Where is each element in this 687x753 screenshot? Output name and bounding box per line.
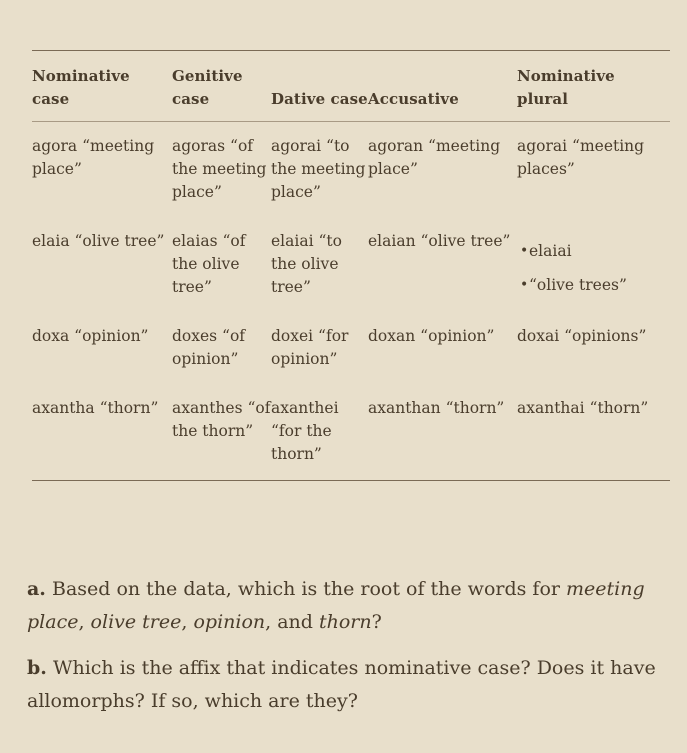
table-cell-bulleted bbox=[517, 218, 670, 313]
table-cell: doxa “opinion” bbox=[32, 327, 149, 345]
table-bottom-rule bbox=[32, 480, 670, 481]
header-dative: Dative case bbox=[271, 90, 368, 108]
header-nominative-plural: Nominative plural bbox=[517, 67, 615, 108]
question-b: b. Which is the affix that indicates nominative case? Does it have allomorphs? If so, which are they? bbox=[27, 657, 656, 712]
table-cell: doxei “for opinion” bbox=[271, 327, 349, 368]
table-row bbox=[32, 385, 670, 480]
table-cell: elaiai “to the olive tree” bbox=[271, 232, 342, 296]
header-accusative: Accusative bbox=[368, 90, 459, 108]
table-cell: agora “meeting place” bbox=[32, 137, 155, 178]
table-cell: elaian “olive tree” bbox=[368, 232, 511, 250]
header-nominative: Nominative case bbox=[32, 67, 130, 108]
table-cell: axanthei “for the thorn” bbox=[271, 399, 339, 463]
header-genitive: Genitive case bbox=[172, 67, 243, 108]
table-row bbox=[32, 313, 670, 385]
bullet-list bbox=[517, 240, 670, 297]
exercise-questions bbox=[27, 573, 677, 731]
table-cell: doxan “opinion” bbox=[368, 327, 495, 345]
table-row bbox=[32, 218, 670, 313]
table-cell: elaia “olive tree” bbox=[32, 232, 165, 250]
table-cell: agorai “to the meeting place” bbox=[271, 137, 366, 201]
table-cell: agoran “meeting place” bbox=[368, 137, 501, 178]
bullet-item: • elaiai bbox=[517, 240, 670, 263]
table-row bbox=[32, 122, 670, 218]
table-cell: doxes “of opinion” bbox=[172, 327, 246, 368]
table-cell: agorai “meeting places” bbox=[517, 137, 645, 178]
question-a-label: a. bbox=[27, 578, 46, 600]
table-cell: axantha “thorn” bbox=[32, 399, 159, 417]
case-table bbox=[32, 51, 670, 121]
question-a: a. Based on the data, which is the root of the words for meeting place, olive tree, opinion, and thorn? bbox=[27, 578, 645, 633]
case-table-container bbox=[32, 50, 670, 481]
table-cell: agoras “of the meeting place” bbox=[172, 137, 267, 201]
table-cell: doxai “opinions” bbox=[517, 327, 647, 345]
table-header-row bbox=[32, 51, 670, 121]
table-cell: axanthes “of the thorn” bbox=[172, 399, 271, 440]
bullet-icon: • bbox=[520, 277, 529, 293]
question-b-label: b. bbox=[27, 657, 47, 679]
table-cell: elaias “of the olive tree” bbox=[172, 232, 246, 296]
bullet-icon: • bbox=[520, 243, 529, 259]
table-cell: axanthan “thorn” bbox=[368, 399, 505, 417]
case-table-body bbox=[32, 122, 670, 480]
bullet-item: • “olive trees” bbox=[517, 274, 670, 297]
table-cell: axanthai “thorn” bbox=[517, 399, 649, 417]
